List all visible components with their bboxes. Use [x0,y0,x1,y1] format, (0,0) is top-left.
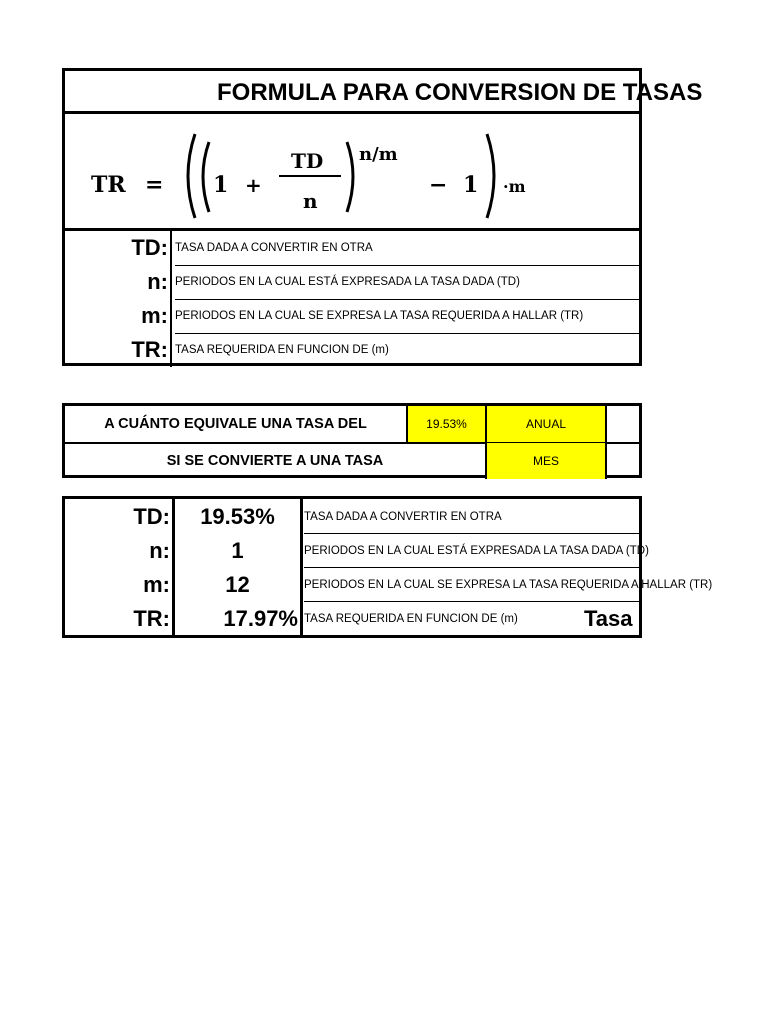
result-value: 17.97% [223,606,298,631]
question-label: A CUÁNTO EQUIVALE UNA TASA DEL [65,406,408,442]
question-block [62,403,642,478]
result-symbol: TR: [133,606,170,631]
formula-lhs: TR [91,172,126,198]
result-symbol: TD: [133,504,170,529]
result-row [65,534,649,568]
formula-plus: + [245,173,262,197]
question-row-1 [65,406,639,444]
definition-row [65,231,639,265]
convert-label: SI SE CONVIERTE A UNA TASA [65,443,487,479]
question-row-2 [65,443,639,479]
formula-minus: − [429,172,448,198]
formula-row [65,111,639,231]
definition-text: TASA REQUERIDA EN FUNCION DE (m) [175,344,389,356]
page-title: FORMULA PARA CONVERSION DE TASAS [217,79,703,106]
definitions-list [65,231,639,363]
result-text: PERIODOS EN LA CUAL SE EXPRESA LA TASA REQUERIDA A HALLAR (TR) [304,579,713,591]
definition-symbol: n: [65,265,172,299]
period-from-cell[interactable]: ANUAL [487,406,607,442]
period-to-cell[interactable]: MES [487,443,607,479]
rate-input-cell[interactable]: 19.53% [408,406,487,442]
formula-block [62,68,703,366]
definition-text: PERIODOS EN LA CUAL ESTÁ EXPRESADA LA TASA DADA (TD) [175,276,520,288]
definition-text: TASA DADA A CONVERTIR EN OTRA [175,242,373,254]
result-text: TASA DADA A CONVERTIR EN OTRA [304,511,502,523]
inner-paren-right [347,142,353,212]
formula-one-2: 1 [463,172,479,198]
result-text: PERIODOS EN LA CUAL ESTÁ EXPRESADA LA TASA DADA (TD) [304,545,649,557]
definition-symbol: TD: [65,231,172,265]
result-value: 12 [225,572,250,597]
result-value: 19.53% [200,504,275,529]
formula-denominator: n [303,189,318,213]
result-text: TASA REQUERIDA EN FUNCION DE (m) [304,613,518,625]
result-block [62,496,713,638]
formula-times: ·m [503,177,526,196]
definition-row [65,333,639,367]
definition-symbol: TR: [65,333,172,367]
title-row [65,71,703,114]
result-row [65,500,639,534]
definition-symbol: m: [65,299,172,333]
result-row [65,568,713,602]
result-value: 1 [231,538,244,563]
formula-exponent: n/m [359,144,398,165]
conversion-formula [85,126,605,216]
outer-paren-left [188,134,195,218]
definition-row [65,265,639,299]
trailing-label: Tasa [584,606,633,631]
inner-paren-left [203,142,209,212]
outer-paren-right [487,134,494,218]
formula-one: 1 [213,172,229,198]
formula-numerator: TD [291,149,324,173]
result-symbol: m: [143,572,170,597]
result-row [65,602,639,636]
definition-text: PERIODOS EN LA CUAL SE EXPRESA LA TASA REQUERIDA A HALLAR (TR) [175,310,584,322]
formula-equals: = [145,172,164,198]
result-symbol: n: [149,538,170,563]
definition-row [65,299,639,333]
